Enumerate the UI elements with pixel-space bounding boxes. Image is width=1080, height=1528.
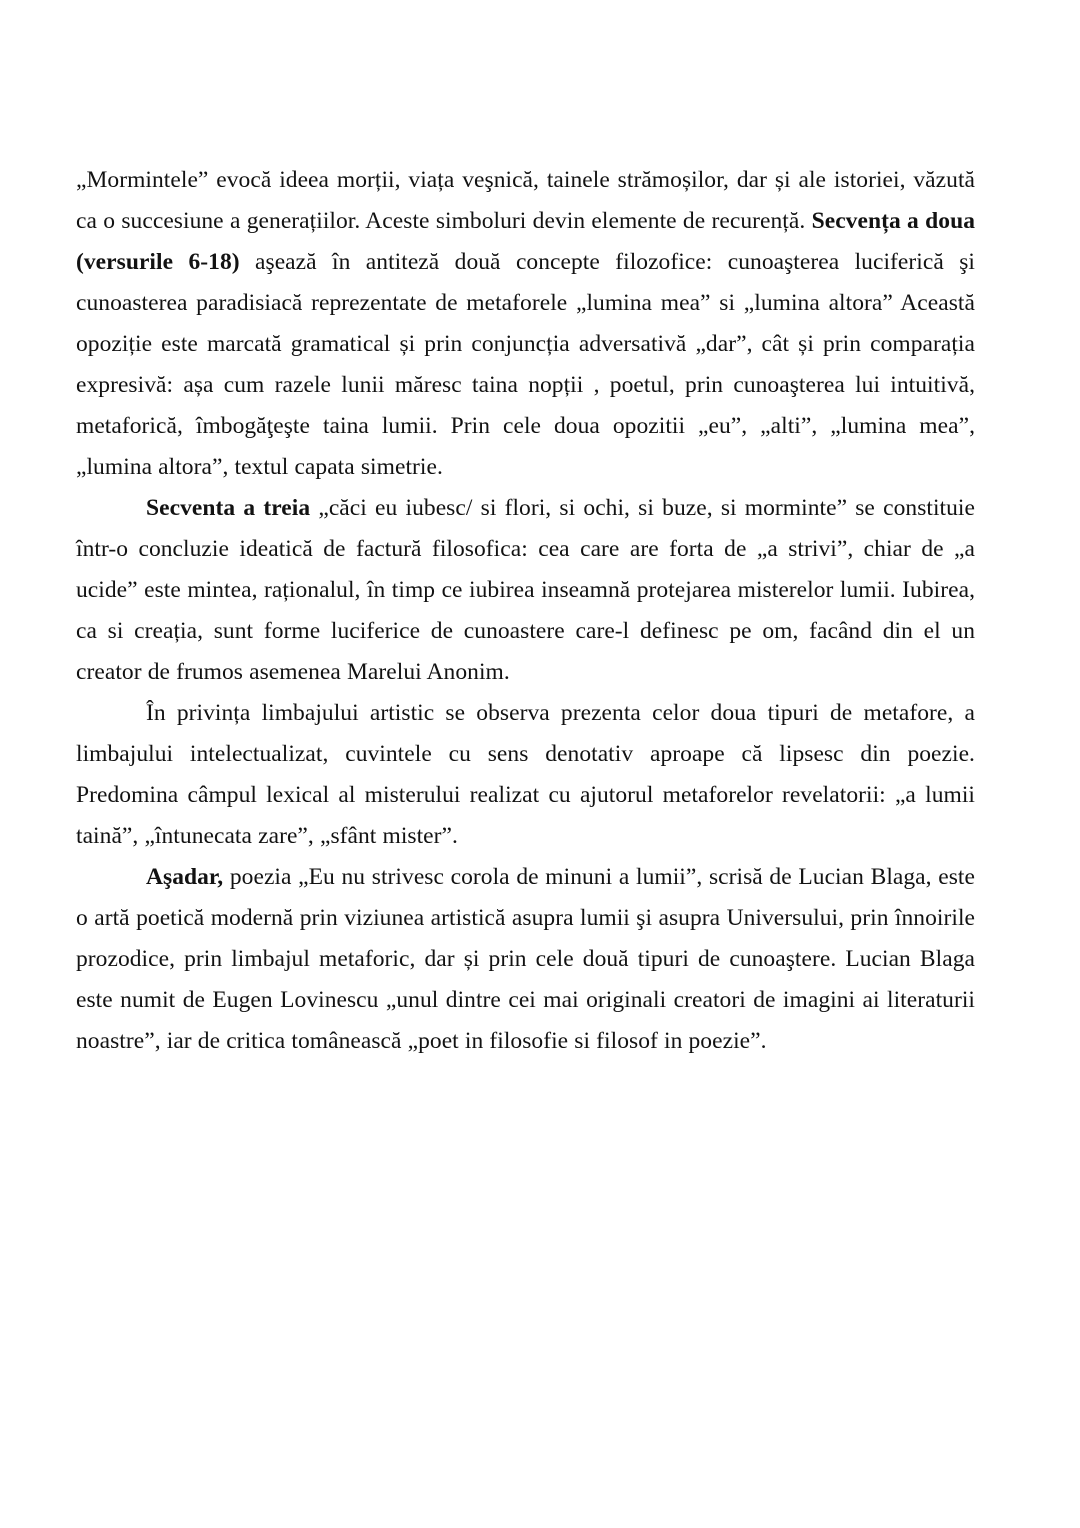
paragraph-1 <box>76 160 975 488</box>
text-run: poezia „Eu nu strivesc corola de minuni a lumii”, scrisă de Lucian Blaga, este o artă poetică modernă prin viziunea artistică asupra lumii şi asupra Universului, prin înnoirile prozodice, prin limbajul metaforic, dar și prin cele două tipuri de cunoaştere. Lucian Blaga este numit de Eugen Lovinescu „unul dintre cei mai originali creatori de imagini ai literaturii noastre”, iar de critica tomânească „poet in filosofie si filosof in poezie”. <box>76 864 975 1054</box>
paragraph-3 <box>76 693 975 857</box>
bold-run: Secventa a treia <box>146 495 311 521</box>
document-body <box>76 160 975 1062</box>
paragraph-4 <box>76 857 975 1062</box>
text-run: aşează în antiteză două concepte filozofice: cunoaşterea luciferică şi cunoasterea paradisiacă reprezentate de metaforele „lumina mea” si „lumina altora” Această opoziție este marcată gramatical și prin conjuncția adversativă „dar”, cât și prin comparația expresivă: așa cum razele lunii măresc taina nopții , poetul, prin cunoaşterea lui intuitivă, metaforică, îmbogăţeşte taina lumii. Prin cele doua opozitii „eu”, „alti”, „lumina mea”, „lumina altora”, textul capata simetrie. <box>76 249 975 480</box>
paragraph-2 <box>76 488 975 693</box>
text-run: „Mormintele” evocă ideea morții, viața veşnică, tainele strămoșilor, dar și ale istoriei, văzută ca o succesiune a generațiilor. Aceste simboluri devin elemente de recurență. <box>76 167 975 234</box>
text-run: „căci eu iubesc/ si flori, si ochi, si buze, si morminte” se constituie într-o concluzie ideatică de factură filosofica: cea care are forta de „a strivi”, chiar de „a ucide” este mintea, raționalul, în timp ce iubirea inseamnă protejarea misterelor lumii. Iubirea, ca si creația, sunt forme luciferice de cunoastere care-l definesc pe om, facând din el un creator de frumos asemenea Marelui Anonim. <box>76 495 975 685</box>
text-run: În privința limbajului artistic se observa prezenta celor doua tipuri de metafore, a limbajului intelectualizat, cuvintele cu sens denotativ aproape că lipsesc din poezie. Predomina câmpul lexical al misterului realizat cu ajutorul metaforelor revelatorii: „a lumii taină”, „întunecata zare”, „sfânt mister”. <box>76 700 975 849</box>
bold-run: Secvența a doua (versurile 6-18) <box>76 208 975 275</box>
bold-run: Aşadar, <box>146 864 224 890</box>
